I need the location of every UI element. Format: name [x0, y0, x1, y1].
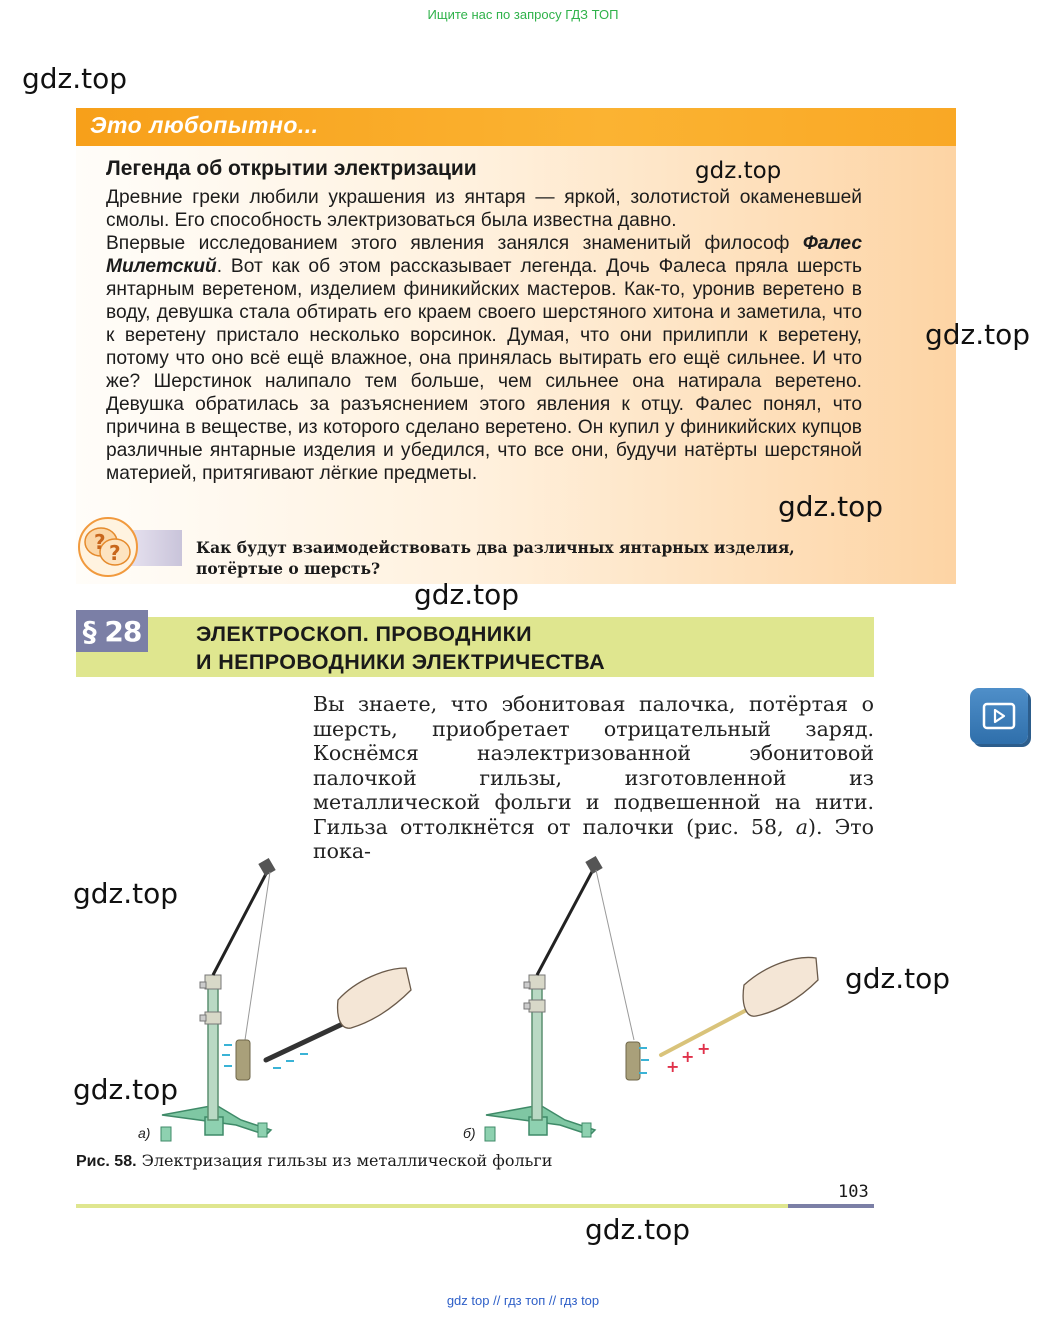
legend-paragraph-2-end: . Вот как об этом рассказывает легенда. Дочь Фалеса пряла шерсть янтарным веретеном, изделием финикийских мастеров. Как-то, уронив веретено в воду, девушка стала обтирать его краем своего шерстяного хитона и заметила, что к веретену пристало несколько ворсинок. Думая, что они прилипли к веретену, потому что оно всё ещё влажное, она принялась вытирать его ещё сильнее. И что же? Шерстинок налипало тем больше, чем сильнее она натирала веретено. Девушка обратилась за разъяснением этого явления к отцу. Фалес понял, что причина в веществе, из которого сделано веретено. Он купил у финикийских купцов различные янтарные изделия и убедился, что все они, будучи натёрты шерстяной материей, притягивают лёгкие предметы. [106, 256, 862, 484]
main-text-start: Вы знаете, что эбонитовая палочка, потёртая о шерсть, приобретает отрицательный заряд. Коснёмся наэлектризованной эбонитовой палочкой гильзы, изготовленной из металлической фольги и подвешенной на нити. Гильза оттолкнётся от палочки (рис. 58, [313, 692, 874, 839]
main-text-end: ). Это пока- [313, 814, 874, 863]
top-note: Ищите нас по запросу ГДЗ ТОП [427, 7, 619, 22]
watermark: gdz.top [73, 1073, 179, 1106]
main-text [313, 692, 874, 864]
figure-ref-a: а [795, 814, 808, 839]
watermark: gdz.top [22, 62, 128, 95]
svg-text:+: + [666, 1057, 680, 1076]
section-title [196, 620, 605, 676]
page-number: 103 [838, 1182, 869, 1202]
footer-links: gdz top // гдз топ // гдз top [446, 1293, 600, 1308]
curiosity-box-header-text: Это любопытно... [90, 112, 319, 138]
thales-name: Фалес Милетский [106, 233, 862, 277]
legend-body [106, 186, 862, 485]
svg-text:+: + [681, 1047, 695, 1066]
stand-a [161, 858, 411, 1141]
section-title-line-1: ЭЛЕКТРОСКОП. ПРОВОДНИКИ [196, 622, 532, 646]
legend-paragraph-2-start: Впервые исследованием этого явления занялся знаменитый философ [106, 233, 803, 254]
video-play-button[interactable] [970, 688, 1028, 744]
watermark: gdz.top [414, 578, 520, 611]
section-number-badge: § 28 [76, 610, 148, 652]
legend-paragraph-1: Древние греки любили украшения из янтаря — яркой, золотистой окаменевшей смолы. Его способность электризоваться была известна давно. [106, 187, 862, 231]
figure-caption-label: Рис. 58. [76, 1153, 137, 1170]
watermark: gdz.top [73, 877, 179, 910]
watermark: gdz.top [585, 1213, 691, 1246]
legend-paragraph-2 [106, 232, 862, 485]
video-play-icon [982, 702, 1016, 730]
question-text: Как будут взаимодействовать два различных янтарных изделия, потёртые о шерсть? [196, 538, 795, 578]
figure-label-b: б) [463, 1125, 476, 1141]
curiosity-box-header [76, 108, 956, 146]
stand-b [485, 856, 818, 1141]
figure-caption [76, 1151, 552, 1171]
figure-58 [76, 840, 896, 1150]
section-title-line-2: И НЕПРОВОДНИКИ ЭЛЕКТРИЧЕСТВА [196, 650, 606, 674]
watermark: gdz.top [778, 490, 884, 523]
footer-rule [76, 1204, 788, 1208]
watermark: gdz.top [925, 318, 1031, 351]
footer-rule-accent [788, 1204, 874, 1208]
legend-title: Легенда об открытии электризации [106, 157, 477, 180]
figure-label-a: а) [138, 1125, 151, 1141]
svg-text:?: ? [94, 530, 106, 554]
watermark: gdz.top [845, 962, 951, 995]
watermark: gdz.top [695, 158, 782, 184]
svg-text:?: ? [109, 541, 121, 565]
figure-caption-text: Электризация гильзы из металлической фольги [136, 1151, 553, 1170]
question-bubbles-icon [77, 516, 139, 578]
svg-text:+: + [697, 1039, 711, 1058]
